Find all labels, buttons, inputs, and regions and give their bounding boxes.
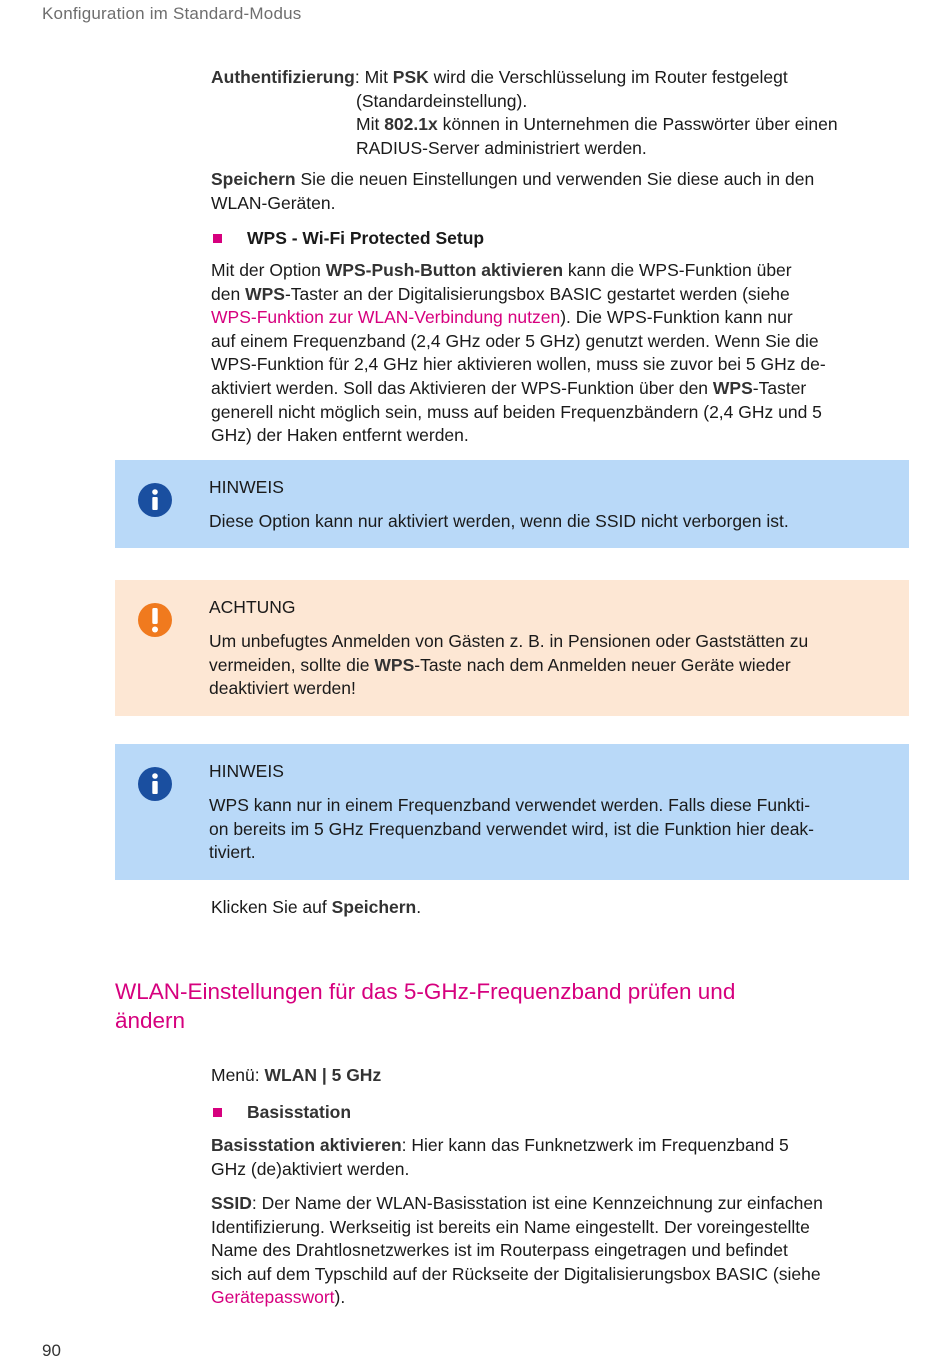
hinweis-box-2 [115, 744, 909, 880]
auth-text: RADIUS-Server administriert werden. [356, 137, 647, 158]
click-text: Klicken Sie auf [211, 897, 332, 917]
menu-path [211, 1064, 911, 1088]
achtung-line: Um unbefugtes Anmelden von Gästen z. B. in Pensionen oder Gaststätten zu [209, 631, 809, 651]
wps-paragraph [211, 259, 911, 448]
auth-text: : Mit [354, 67, 393, 87]
save-text: WLAN-Geräten. [211, 192, 336, 213]
hinweis-text: Diese Option kann nur aktiviert werden, wenn die SSID nicht verborgen ist. [209, 511, 789, 531]
auth-paragraph [211, 66, 911, 160]
auth-text: wird die Verschlüsselung im Router festgelegt [428, 67, 788, 87]
wps-term: WPS [712, 377, 753, 398]
ssid-text: Identifizierung. Werkseitig ist bereits ein Name eingestellt. Der voreingestellte [211, 1216, 810, 1237]
bullet-square-icon [213, 1108, 222, 1117]
8021x-term: 802.1x [384, 114, 438, 135]
auth-label: Authentifizierung [211, 67, 355, 87]
basisstation-text: GHz (de)aktiviert werden. [211, 1158, 410, 1179]
achtung-line: -Taste nach dem Anmelden neuer Geräte wieder [414, 654, 791, 675]
wps-text: GHz) der Haken entfernt werden. [211, 425, 469, 446]
info-icon [137, 482, 173, 518]
ssid-paragraph [211, 1192, 911, 1310]
wps-heading [211, 227, 911, 251]
auth-text: können in Unternehmen die Passwörter über einen [437, 114, 838, 135]
basisstation-text: : Hier kann das Funknetzwerk im Frequenzband 5 [401, 1135, 789, 1155]
basisstation-paragraph [211, 1134, 911, 1181]
wps-text: aktiviert werden. Soll das Aktivieren der WPS-Funktion über den [211, 377, 713, 398]
achtung-line: vermeiden, sollte die [209, 654, 375, 675]
hinweis-title: HINWEIS [209, 477, 284, 497]
wps-term: WPS [245, 283, 285, 304]
save-text: Sie die neuen Einstellungen und verwenden Sie diese auch in den [295, 169, 815, 189]
section-heading-line: ändern [115, 1008, 186, 1033]
wps-term: WPS [374, 654, 415, 675]
wps-text: WPS-Funktion für 2,4 GHz hier aktivieren wollen, muss sie zuvor bei 5 GHz de- [211, 354, 826, 375]
save-label: Speichern [331, 897, 417, 917]
hinweis-line: on bereits im 5 GHz Frequenzband verwendet wird, ist die Funktion hier deak- [209, 818, 815, 839]
hinweis-line: tiviert. [209, 842, 256, 863]
achtung-box [115, 580, 909, 716]
ssid-text: Name des Drahtlosnetzwerkes ist im Routerpass eingetragen und befindet [211, 1240, 788, 1261]
wps-option-term: WPS-Push-Button aktivieren [325, 260, 564, 280]
click-text: . [416, 897, 422, 917]
wps-text: -Taster [752, 377, 807, 398]
wps-text: generell nicht möglich sein, muss auf beiden Frequenzbändern (2,4 GHz und 5 [211, 401, 822, 422]
auth-text: Mit [356, 114, 385, 135]
achtung-title: ACHTUNG [209, 597, 296, 617]
warning-icon [137, 602, 173, 638]
page-number: 90 [42, 1341, 61, 1360]
basisstation-heading [211, 1101, 911, 1125]
achtung-line: deaktiviert werden! [209, 678, 356, 699]
menu-path-value: WLAN | 5 GHz [264, 1065, 382, 1085]
ssid-text: : Der Name der WLAN-Basisstation ist eine Kennzeichnung zur einfachen [251, 1193, 823, 1213]
psk-term: PSK [392, 67, 429, 87]
basisstation-label: Basisstation aktivieren [211, 1135, 402, 1155]
wps-text: auf einem Frequenzband (2,4 GHz oder 5 GHz) genutzt werden. Wenn Sie die [211, 330, 819, 351]
ssid-text: sich auf dem Typschild auf der Rückseite der Digitalisierungsbox BASIC (siehe [211, 1263, 821, 1284]
hinweis-title: HINWEIS [209, 761, 284, 781]
geraetepasswort-link[interactable]: Gerätepasswort [211, 1287, 335, 1308]
wps-text: -Taster an der Digitalisierungsbox BASIC gestartet werden (siehe [284, 283, 790, 304]
ssid-label: SSID [211, 1193, 252, 1213]
save-label: Speichern [211, 169, 296, 189]
click-save-instruction [211, 896, 911, 920]
section-heading-line: WLAN-Einstellungen für das 5-GHz-Frequenzband prüfen und [115, 979, 736, 1004]
hinweis-line: WPS kann nur in einem Frequenzband verwendet werden. Falls diese Funkti- [209, 795, 811, 815]
wps-heading-text: WPS - Wi-Fi Protected Setup [247, 228, 485, 248]
bullet-square-icon [213, 234, 222, 243]
wps-text: kann die WPS-Funktion über [563, 260, 792, 280]
auth-text: (Standardeinstellung). [356, 90, 528, 111]
running-header: Konfiguration im Standard-Modus [42, 4, 302, 23]
hinweis-text [209, 794, 899, 865]
section-heading [115, 977, 875, 1035]
wps-link[interactable]: WPS-Funktion zur WLAN-Verbindung nutzen [211, 307, 561, 328]
achtung-text [209, 630, 899, 701]
hinweis-box [115, 460, 909, 548]
menu-path-label: Menü: [211, 1065, 265, 1085]
info-icon [137, 766, 173, 802]
wps-text: ). Die WPS-Funktion kann nur [560, 307, 793, 328]
ssid-text: ). [334, 1287, 346, 1308]
wps-text: den [211, 283, 246, 304]
basisstation-heading-text: Basisstation [247, 1102, 352, 1122]
save-paragraph [211, 168, 911, 215]
wps-text: Mit der Option [211, 260, 326, 280]
